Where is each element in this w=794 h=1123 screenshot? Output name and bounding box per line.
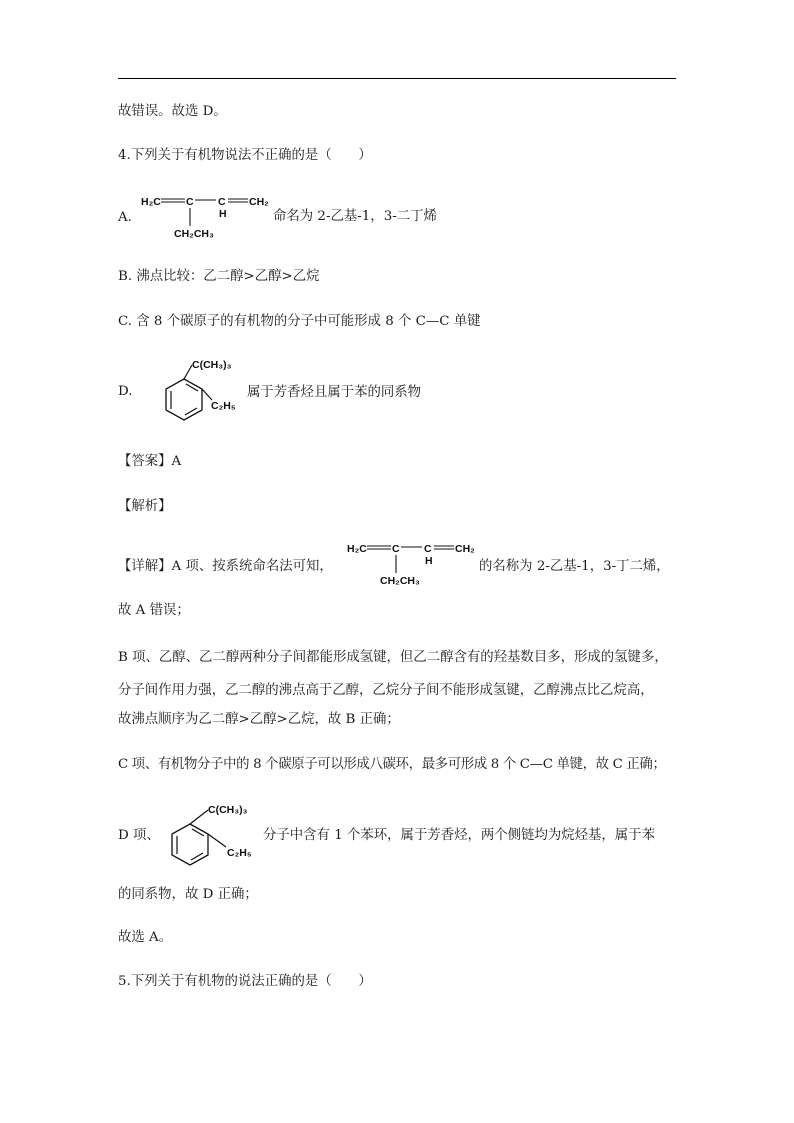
benzene-tbutyl: C(CH₃)₃ bbox=[192, 359, 232, 371]
diene-h2c: H₂C bbox=[347, 543, 367, 555]
detail-b-line1: B 项、乙醇、乙二醇两种分子间都能形成氢键，但乙二醇含有的羟基数目多，形成的氢键多， bbox=[118, 650, 668, 665]
option-d-label: D. bbox=[118, 384, 133, 399]
answer-line: 【答案】A bbox=[118, 454, 182, 469]
question-4: 4.下列关于有机物说法不正确的是（ ） bbox=[118, 148, 372, 163]
diene-c3: C bbox=[424, 543, 432, 555]
header-rule bbox=[118, 78, 676, 79]
option-d-text: 属于芳香烃且属于苯的同系物 bbox=[247, 385, 422, 400]
diene-h: H bbox=[219, 208, 227, 220]
diene-c3: C bbox=[218, 196, 226, 208]
diene-ethyl: CH₂CH₃ bbox=[380, 575, 420, 587]
conclusion: 故选 A。 bbox=[118, 930, 173, 945]
diene-ethyl: CH₂CH₃ bbox=[174, 228, 214, 240]
detail-a-suffix: 的名称为 2-乙基-1，3-丁二烯， bbox=[479, 559, 670, 574]
benzene-structure-d bbox=[140, 352, 250, 427]
diene-c2: C bbox=[392, 543, 400, 555]
detail-a-end: 故 A 错误； bbox=[118, 603, 190, 618]
diene-h2c: H₂C bbox=[141, 196, 161, 208]
text-line: 故错误。故选 D。 bbox=[118, 104, 227, 119]
benzene-ethyl: C₂H₅ bbox=[227, 847, 252, 859]
detail-d-suffix: 分子中含有 1 个苯环，属于芳香烃，两个侧链均为烷烃基，属于苯 bbox=[263, 828, 655, 843]
option-b: B. 沸点比较：乙二醇>乙醇>乙烷 bbox=[118, 269, 320, 284]
detail-d-prefix: D 项、 bbox=[118, 828, 160, 843]
detail-d-end: 的同系物，故 D 正确； bbox=[118, 887, 258, 902]
benzene-tbutyl: C(CH₃)₃ bbox=[208, 804, 248, 816]
diene-c2: C bbox=[186, 196, 194, 208]
detail-b-line2: 分子间作用力强，乙二醇的沸点高于乙醇，乙烷分子间不能形成氢键，乙醇沸点比乙烷高， bbox=[118, 683, 654, 698]
detail-b-line3: 故沸点顺序为乙二醇>乙醇>乙烷，故 B 正确； bbox=[118, 712, 400, 727]
diene-structure-a bbox=[140, 188, 275, 243]
diene-structure-detail bbox=[346, 535, 481, 590]
option-a-text: 命名为 2-乙基-1，3-二丁烯 bbox=[273, 209, 437, 224]
option-a-label: A. bbox=[118, 210, 132, 225]
diene-h: H bbox=[425, 555, 433, 567]
benzene-structure-detail bbox=[146, 797, 266, 872]
question-5: 5.下列关于有机物的说法正确的是（ ） bbox=[118, 974, 372, 989]
analysis-heading: 【解析】 bbox=[118, 499, 172, 514]
benzene-ethyl: C₂H₅ bbox=[211, 400, 236, 412]
detail-a-prefix: 【详解】A 项、按系统命名法可知， bbox=[118, 559, 333, 574]
diene-ch2: CH₂ bbox=[455, 543, 475, 555]
option-c: C. 含 8 个碳原子的有机物的分子中可能形成 8 个 C—C 单键 bbox=[118, 314, 481, 329]
diene-ch2: CH₂ bbox=[249, 196, 269, 208]
detail-c: C 项、有机物分子中的 8 个碳原子可以形成八碳环，最多可形成 8 个 C—C 单键，故 C 正确； bbox=[118, 757, 666, 772]
